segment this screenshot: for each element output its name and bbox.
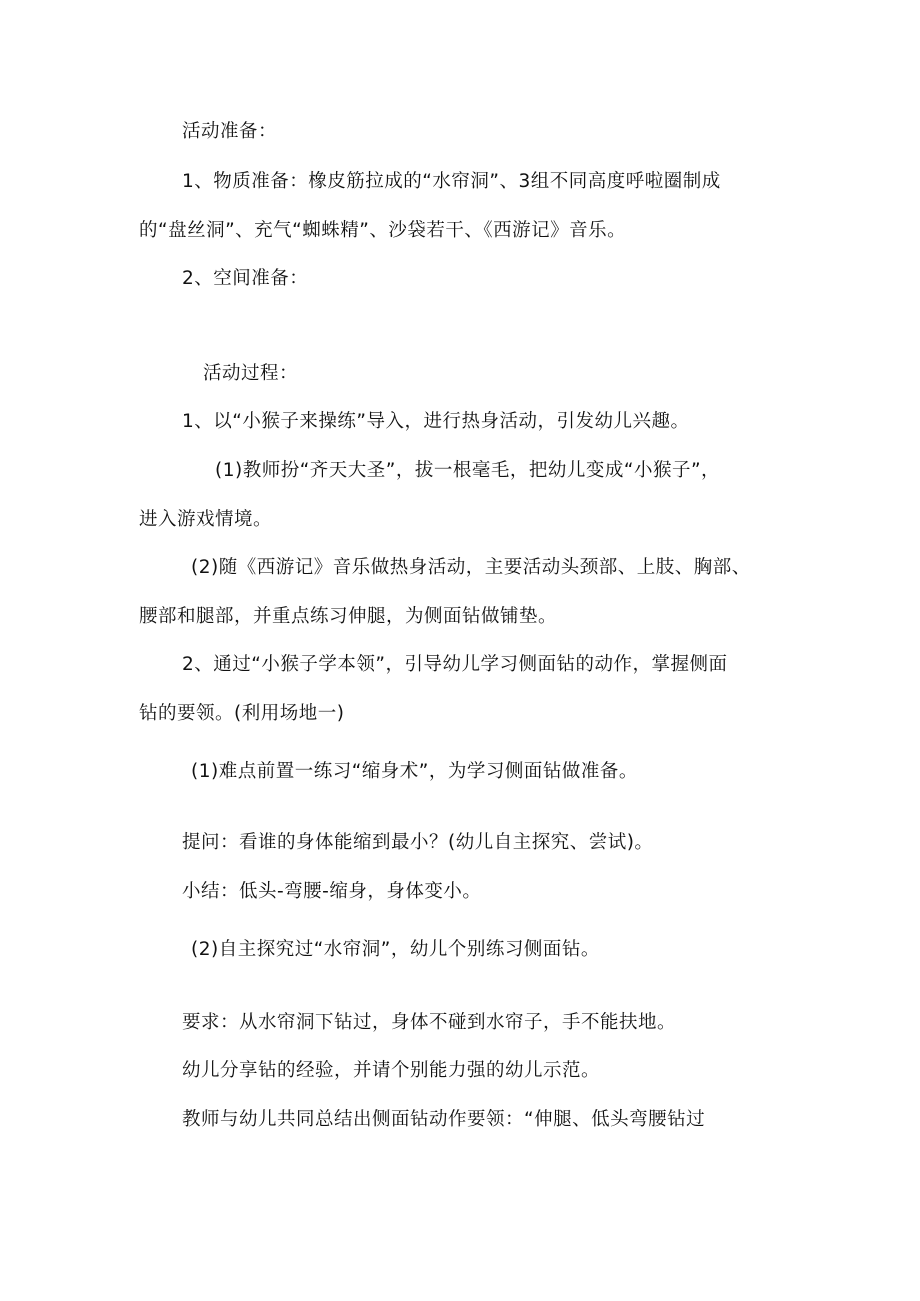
paragraph-line: 2、空间准备： [182,268,309,289]
paragraph-line: 要求：从水帘洞下钻过，身体不碰到水帘子，手不能扶地。 [182,1012,677,1033]
paragraph-line: 1、物质准备：橡皮筋拉成的“水帘洞”、3组不同高度呼啦圈制成 [182,171,721,192]
section-heading-process: 活动过程： [203,363,299,384]
paragraph-line: 进入游戏情境。 [139,509,273,530]
paragraph-line: 的“盘丝洞”、充气“蜘蛛精”、沙袋若干、《西游记》音乐。 [139,220,627,241]
paragraph-line: (2)自主探究过“水帘洞”，幼儿个别练习侧面钻。 [191,939,600,960]
paragraph-line: 教师与幼儿共同总结出侧面钻动作要领：“伸腿、低头弯腰钻过 [182,1109,706,1130]
paragraph-line: 幼儿分享钻的经验，并请个别能力强的幼儿示范。 [182,1060,601,1081]
paragraph-line: 钻的要领。(利用场地一) [139,703,345,724]
paragraph-line: (1)教师扮“齐天大圣”，拔一根毫毛，把幼儿变成“小猴子”， [215,460,721,481]
paragraph-line: 腰部和腿部，并重点练习伸腿，为侧面钻做铺垫。 [139,606,558,627]
paragraph-line: (1)难点前置一练习“缩身术”，为学习侧面钻做准备。 [191,761,638,782]
paragraph-line: (2)随《西游记》音乐做热身活动，主要活动头颈部、上肢、胸部、 [191,557,751,578]
section-heading-preparation: 活动准备： [182,121,278,142]
paragraph-line: 1、以“小猴子来操练”导入，进行热身活动，引发幼儿兴趣。 [182,411,690,432]
paragraph-line: 2、通过“小猴子学本领”，引导幼儿学习侧面钻的动作，掌握侧面 [182,654,728,675]
paragraph-line: 小结：低头-弯腰-缩身，身体变小。 [182,881,482,902]
paragraph-line: 提问：看谁的身体能缩到最小？(幼儿自主探究、尝试)。 [182,832,654,853]
